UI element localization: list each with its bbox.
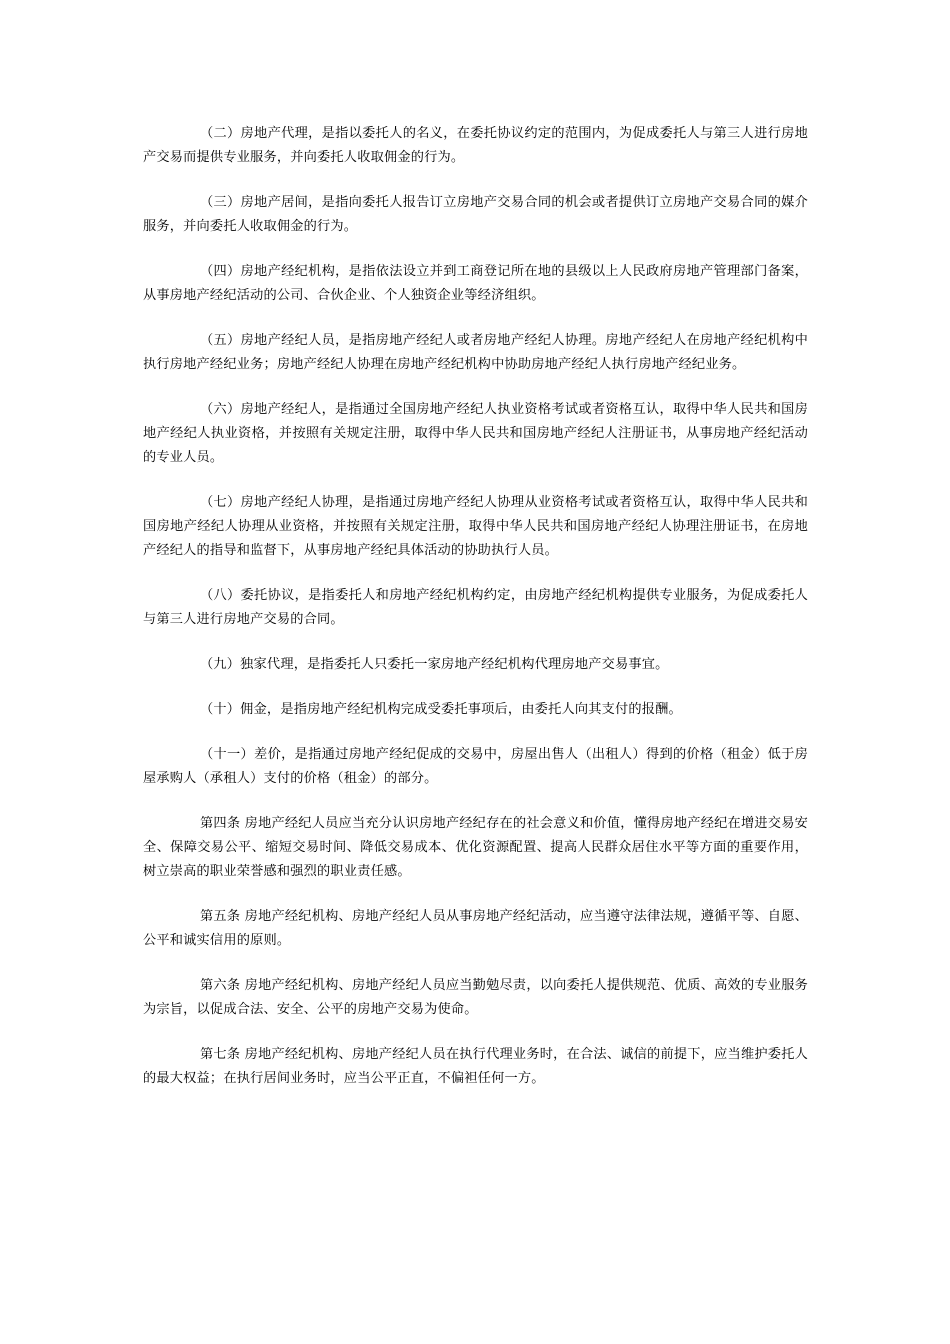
- paragraph-definition-8: （八）委托协议，是指委托人和房地产经纪机构约定，由房地产经纪机构提供专业服务，为促成委托人与第三人进行房地产交易的合同。: [143, 588, 808, 627]
- paragraph-definition-5: （五）房地产经纪人员，是指房地产经纪人或者房地产经纪人协理。房地产经纪人在房地产经纪机构中执行房地产经纪业务；房地产经纪人协理在房地产经纪机构中协助房地产经纪人执行房地产经纪业务。: [143, 333, 808, 372]
- paragraph-definition-3: （三）房地产居间，是指向委托人报告订立房地产交易合同的机会或者提供订立房地产交易合同的媒介服务，并向委托人收取佣金的行为。: [143, 195, 808, 234]
- paragraph-definition-10: （十）佣金，是指房地产经纪机构完成受委托事项后，由委托人向其支付的报酬。: [200, 702, 682, 717]
- paragraph-definition-4: （四）房地产经纪机构，是指依法设立并到工商登记所在地的县级以上人民政府房地产管理部门备案，从事房地产经纪活动的公司、合伙企业、个人独资企业等经济组织。: [143, 264, 808, 303]
- paragraph-definition-11: （十一）差价，是指通过房地产经纪促成的交易中，房屋出售人（出租人）得到的价格（租金）低于房屋承购人（承租人）支付的价格（租金）的部分。: [143, 747, 808, 786]
- paragraph-article-6: 第六条 房地产经纪机构、房地产经纪人员应当勤勉尽责，以向委托人提供规范、优质、高效的专业服务为宗旨，以促成合法、安全、公平的房地产交易为使命。: [143, 978, 808, 1017]
- paragraph-article-7: 第七条 房地产经纪机构、房地产经纪人员在执行代理业务时，在合法、诚信的前提下，应当维护委托人的最大权益；在执行居间业务时，应当公平正直，不偏袒任何一方。: [143, 1047, 808, 1086]
- paragraph-definition-2: （二）房地产代理，是指以委托人的名义，在委托协议约定的范围内，为促成委托人与第三人进行房地产交易而提供专业服务，并向委托人收取佣金的行为。: [143, 126, 808, 165]
- paragraph-definition-6: （六）房地产经纪人，是指通过全国房地产经纪人执业资格考试或者资格互认，取得中华人民共和国房地产经纪人执业资格，并按照有关规定注册，取得中华人民共和国房地产经纪人注册证书，从事房地产经纪活动的专业人员。: [143, 402, 808, 465]
- paragraph-article-4: 第四条 房地产经纪人员应当充分认识房地产经纪存在的社会意义和价值，懂得房地产经纪在增进交易安全、保障交易公平、缩短交易时间、降低交易成本、优化资源配置、提高人民群众居住水平等方面的重要作用，树立崇高的职业荣誉感和强烈的职业责任感。: [143, 816, 808, 879]
- paragraph-definition-7: （七）房地产经纪人协理，是指通过房地产经纪人协理从业资格考试或者资格互认，取得中华人民共和国房地产经纪人协理从业资格，并按照有关规定注册，取得中华人民共和国房地产经纪人协理注册证书，在房地产经纪人的指导和监督下，从事房地产经纪具体活动的协助执行人员。: [143, 495, 808, 558]
- paragraph-article-5: 第五条 房地产经纪机构、房地产经纪人员从事房地产经纪活动，应当遵守法律法规，遵循平等、自愿、公平和诚实信用的原则。: [143, 909, 808, 948]
- paragraph-definition-9: （九）独家代理，是指委托人只委托一家房地产经纪机构代理房地产交易事宜。: [200, 657, 669, 672]
